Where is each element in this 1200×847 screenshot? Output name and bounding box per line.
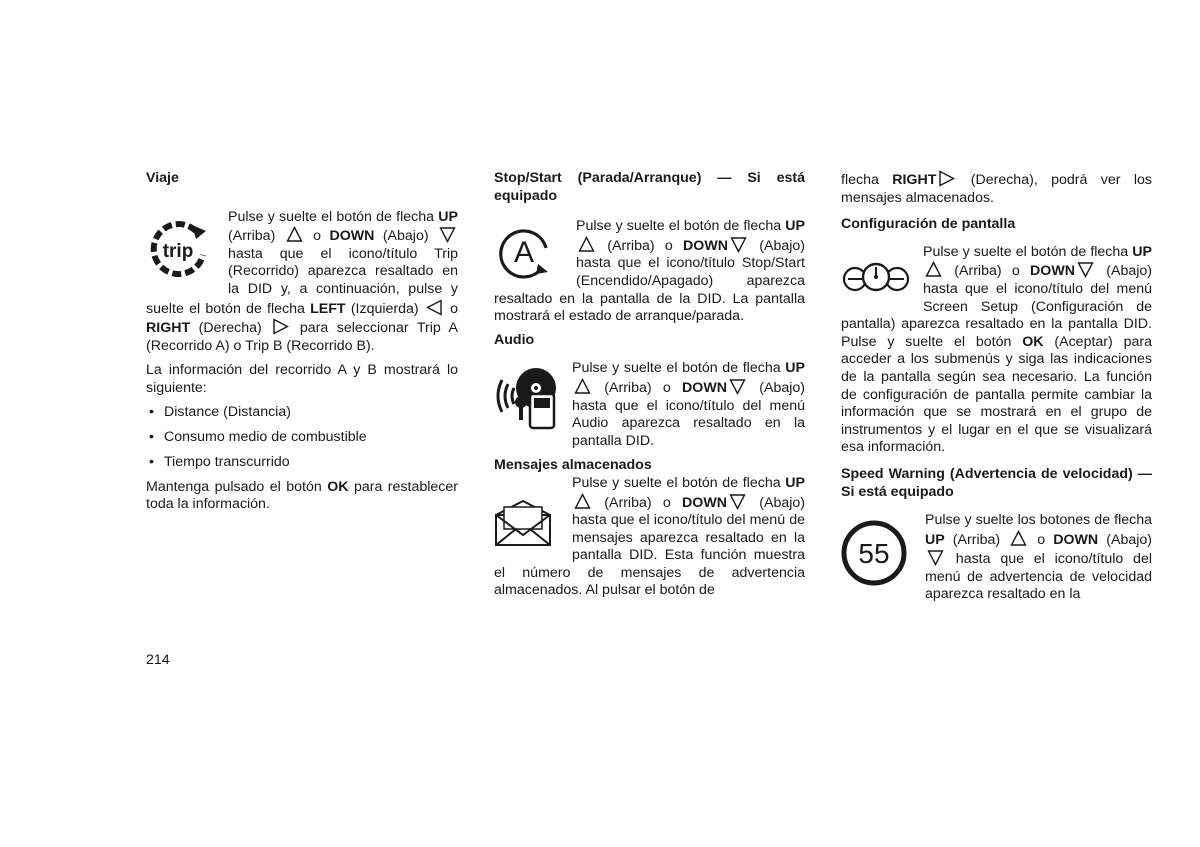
speed-warning-paragraph: Pulse y suelte los botones de flecha UP (Arriba) o DOWN (Abajo) hasta que el icono/título del menú de advertencia de velocidad aparezca resaltado en la xyxy=(925,512,1152,603)
mensajes-paragraph: Pulse y suelte el botón de flecha UP (Arriba) o DOWN (Abajo) hasta que el icono/título del menú de mensajes aparezca resaltado en la pantalla DID. Esta función muestra el número de mensajes de advertencia almacenados. Al pulsar el botón de xyxy=(494,474,805,599)
stop-start-icon xyxy=(494,222,554,288)
trip-icon-text: trip xyxy=(162,240,194,262)
up-arrow-icon xyxy=(286,226,303,243)
down-arrow-icon xyxy=(1077,261,1094,278)
list-item: • Consumo medio de combustible xyxy=(146,429,458,447)
stop-start-icon-text: A xyxy=(513,236,535,270)
viaje-paragraph-3: Mantenga pulsado el botón OK para restablecer toda la información. xyxy=(146,478,458,513)
down-arrow-icon xyxy=(927,549,944,566)
page-number: 214 xyxy=(146,652,170,668)
list-item: • Tiempo transcurrido xyxy=(146,454,458,472)
viaje-paragraph-2: La información del recorrido A y B mostrará lo siguiente: xyxy=(146,362,458,396)
down-arrow-icon xyxy=(729,378,746,395)
trip-info-list xyxy=(146,404,458,472)
gauges-icon xyxy=(841,262,911,300)
up-arrow-icon xyxy=(1010,530,1027,547)
down-arrow-icon xyxy=(729,493,746,510)
section-heading-stop-start: Stop/Start (Parada/Arranque) — Si está equipado xyxy=(494,170,805,204)
up-arrow-icon xyxy=(578,236,595,253)
left-arrow-icon xyxy=(426,299,443,316)
section-heading-configuracion: Configuración de pantalla xyxy=(841,216,1016,233)
column-1 xyxy=(146,170,458,514)
section-heading-viaje: Viaje xyxy=(146,170,179,186)
list-item: • Distance (Distancia) xyxy=(146,404,458,422)
configuracion-paragraph: Pulse y suelte el botón de flecha UP (Arriba) o DOWN (Abajo) hasta que el icono/título del menú Screen Setup (Configuración de pantalla) aparezca resaltado en la pantalla DID. Pulse y suelte el botón OK (Aceptar) para acceder a los submenús y siga las indicaciones de la pantalla según sea necesario. La función de configuración de pantalla permite cambiar la información que se mostrará en el grupo de instrumentos y el lugar en el que se visualizará esa información. xyxy=(841,243,1152,456)
up-arrow-icon xyxy=(574,493,591,510)
down-arrow-icon xyxy=(730,236,747,253)
up-arrow-icon xyxy=(574,378,591,395)
column-2 xyxy=(494,170,805,600)
stop-start-paragraph: Pulse y suelte el botón de flecha UP (Arriba) o DOWN (Abajo) hasta que el icono/título Stop/Start (Encendido/Apagado) aparezca resaltado en la pantalla de la DID. La pantalla mostrará el estado de arranque/parada. xyxy=(494,218,805,325)
mensajes-continuation: flecha RIGHT (Derecha), podrá ver los mensajes almacenados. xyxy=(841,172,1152,206)
section-heading-audio: Audio xyxy=(494,331,535,348)
envelope-icon xyxy=(494,499,552,553)
right-arrow-icon xyxy=(938,170,955,187)
section-heading-mensajes: Mensajes almacenados xyxy=(494,457,652,474)
section-heading-speed-warning: Speed Warning (Advertencia de velocidad) — Si está equipado xyxy=(841,465,1152,500)
viaje-paragraph-1: Pulse y suelte el botón de flecha UP (Arriba) o DOWN (Abajo) hasta que el icono/título Trip (Recorrido) aparezca resaltado en la DID y, a continuación, pulse y suelte el botón de flecha LEFT (Izquierda) o RIGHT (Derecha) para seleccionar Trip A (Recorrido A) o Trip B (Recorrido B). xyxy=(146,208,458,354)
speed-limit-icon-text: 55 xyxy=(858,538,890,570)
up-arrow-icon xyxy=(925,261,942,278)
column-3 xyxy=(841,170,1152,604)
audio-icon xyxy=(494,366,556,436)
right-arrow-icon xyxy=(272,318,289,335)
speed-limit-icon xyxy=(841,520,907,592)
trip-icon xyxy=(146,217,210,287)
audio-paragraph: Pulse y suelte el botón de flecha UP (Arriba) o DOWN (Abajo) hasta que el icono/título del menú Audio aparezca resaltado en la pantalla DID. xyxy=(572,360,805,449)
down-arrow-icon xyxy=(439,226,456,243)
